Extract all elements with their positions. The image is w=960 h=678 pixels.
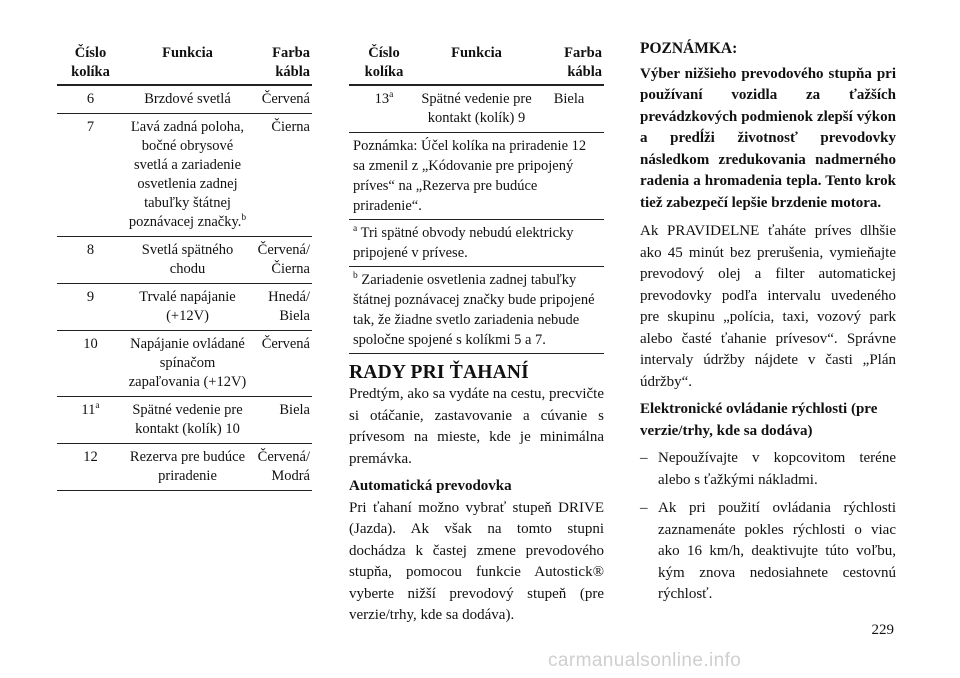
footnote-mark: a [353, 224, 358, 234]
table-row [57, 237, 312, 284]
pin-number: 8 [86, 242, 95, 258]
function-cell: Napájanie ovládané spínačom zapaľovania (+12V) [128, 336, 247, 390]
footnote-text: Tri spätné obvody nebudú elektricky pripojené v prívese. [353, 225, 574, 261]
subheading: Automatická prevodovka [349, 478, 512, 494]
note-title: POZNÁMKA: [640, 40, 738, 57]
pin-table-left [57, 40, 312, 491]
pin-number: 10 [83, 336, 98, 352]
header-pin: Číslo kolíka [57, 40, 124, 85]
paragraph: Ak PRAVIDELNE ťaháte príves dlhšie ako 45 minút bez prerušenia, vymieňajte prevodový olej a filter automatickej prevodovky podľa intervalu uvedeného pre skupinu „polícia, taxi, vozový park alebo časté ťahanie prívesov“. Správne intervaly údržby nájdete v časti „Plán údržby“. [640, 223, 896, 390]
color-cell: Hnedá/ Biela [251, 284, 312, 331]
pin-table-right [349, 40, 604, 354]
subheading: Elektronické ovládanie rýchlosti (pre verzie/trhy, kde sa dodáva) [640, 401, 878, 439]
paragraph: Pri ťahaní možno vybrať stupeň DRIVE (Jazda). Ak však na tomto stupni dochádza k častej zmene prevodového stupňa, pomocou funkcie Autostick® vyberte nižší prevodový stupeň (pre verzie/trhy, kde sa dodáva). [349, 499, 604, 623]
footnote-mark: a [389, 90, 394, 100]
function-cell: Svetlá spätného chodu [141, 242, 234, 277]
color-cell: Červená [251, 331, 312, 397]
dash-bullet: – [640, 500, 648, 516]
note-text: Poznámka: Účel kolíka na priradenie 12 sa zmenil z „Kódovanie pre pripojený príves“ na „Rezerva pre budúce priradenie“. [353, 138, 587, 214]
table-footnote [349, 220, 604, 267]
color-cell: Čierna [251, 114, 312, 237]
page-number: 229 [871, 622, 894, 638]
header-function: Funkcia [419, 40, 534, 85]
pin-number: 9 [86, 289, 95, 305]
color-cell: Biela [534, 85, 604, 133]
table-row [57, 444, 312, 491]
color-cell: Červená/ Čierna [251, 237, 312, 284]
header-function: Funkcia [124, 40, 251, 85]
table-row [57, 85, 312, 114]
color-cell: Červená [251, 85, 312, 114]
function-cell: Trvalé napájanie (+12V) [139, 289, 236, 324]
pin-number: 7 [86, 119, 95, 135]
note-body: Výber nižšieho prevodového stupňa pri používaní vozidla za ťažších prevádzkových podmienok zlepší výkon a predĺži životnosť prevodovky následkom zredukovania nadmerného radenia a hromadenia tepla. Tento krok tiež zabezpečí lepšie brzdenie motora. [640, 65, 896, 211]
table-row [57, 331, 312, 397]
header-color: Farba kábla [534, 40, 604, 85]
header-pin: Číslo kolíka [349, 40, 419, 85]
color-cell: Biela [251, 397, 312, 444]
pin-number: 11 [81, 402, 96, 418]
paragraph: Predtým, ako sa vydáte na cestu, precvičte si otáčanie, zastavovanie a cúvanie s prívesom na mieste, kde je minimálna premávka. [349, 386, 604, 467]
function-cell: Spätné vedenie pre kontakt (kolík) 10 [132, 402, 243, 437]
function-cell: Rezerva pre budúce priradenie [129, 449, 246, 484]
table-note [349, 133, 604, 220]
table-row [349, 85, 604, 133]
list-item: – Ak pri použití ovládania rýchlosti zaznamenáte pokles rýchlosti o viac ako 16 km/h, deaktivujte túto voľbu, kým znova nedosiahnete cestovnú rýchlosť. [640, 498, 896, 606]
list-item: – Nepoužívajte v kopcovitom teréne alebo s ťažkými nákladmi. [640, 448, 896, 491]
header-color: Farba kábla [251, 40, 312, 85]
dash-bullet: – [640, 450, 648, 466]
footnote-mark: b [353, 271, 358, 281]
pin-number: 12 [83, 449, 98, 465]
right-column [640, 38, 896, 606]
table-row [57, 284, 312, 331]
left-column [57, 40, 312, 491]
footnote-text: Zariadenie osvetlenia zadnej tabuľky štátnej poznávacej značky bude pripojené tak, že žiadne svetlo zariadenia nebude spoločne spojené s kolíkmi 5 a 7. [353, 272, 595, 348]
pin-number: 13 [374, 91, 390, 107]
table-row [57, 397, 312, 444]
function-cell: Ľavá zadná poloha, bočné obrysové svetlá a zariadenie osvetlenia zadnej tabuľky štátnej poznávacej značky. [128, 119, 245, 230]
function-cell: Spätné vedenie pre kontakt (kolík) 9 [419, 85, 534, 133]
table-footnote [349, 267, 604, 354]
color-cell: Červená/ Modrá [251, 444, 312, 491]
footnote-mark: b [241, 213, 247, 223]
function-cell: Brzdové svetlá [144, 91, 231, 107]
pin-number: 6 [86, 91, 95, 107]
footnote-mark: a [95, 401, 100, 411]
watermark: carmanualsonline.info [548, 650, 742, 671]
middle-column [349, 40, 604, 627]
table-row [57, 114, 312, 237]
section-heading: RADY PRI ŤAHANÍ [349, 362, 529, 383]
